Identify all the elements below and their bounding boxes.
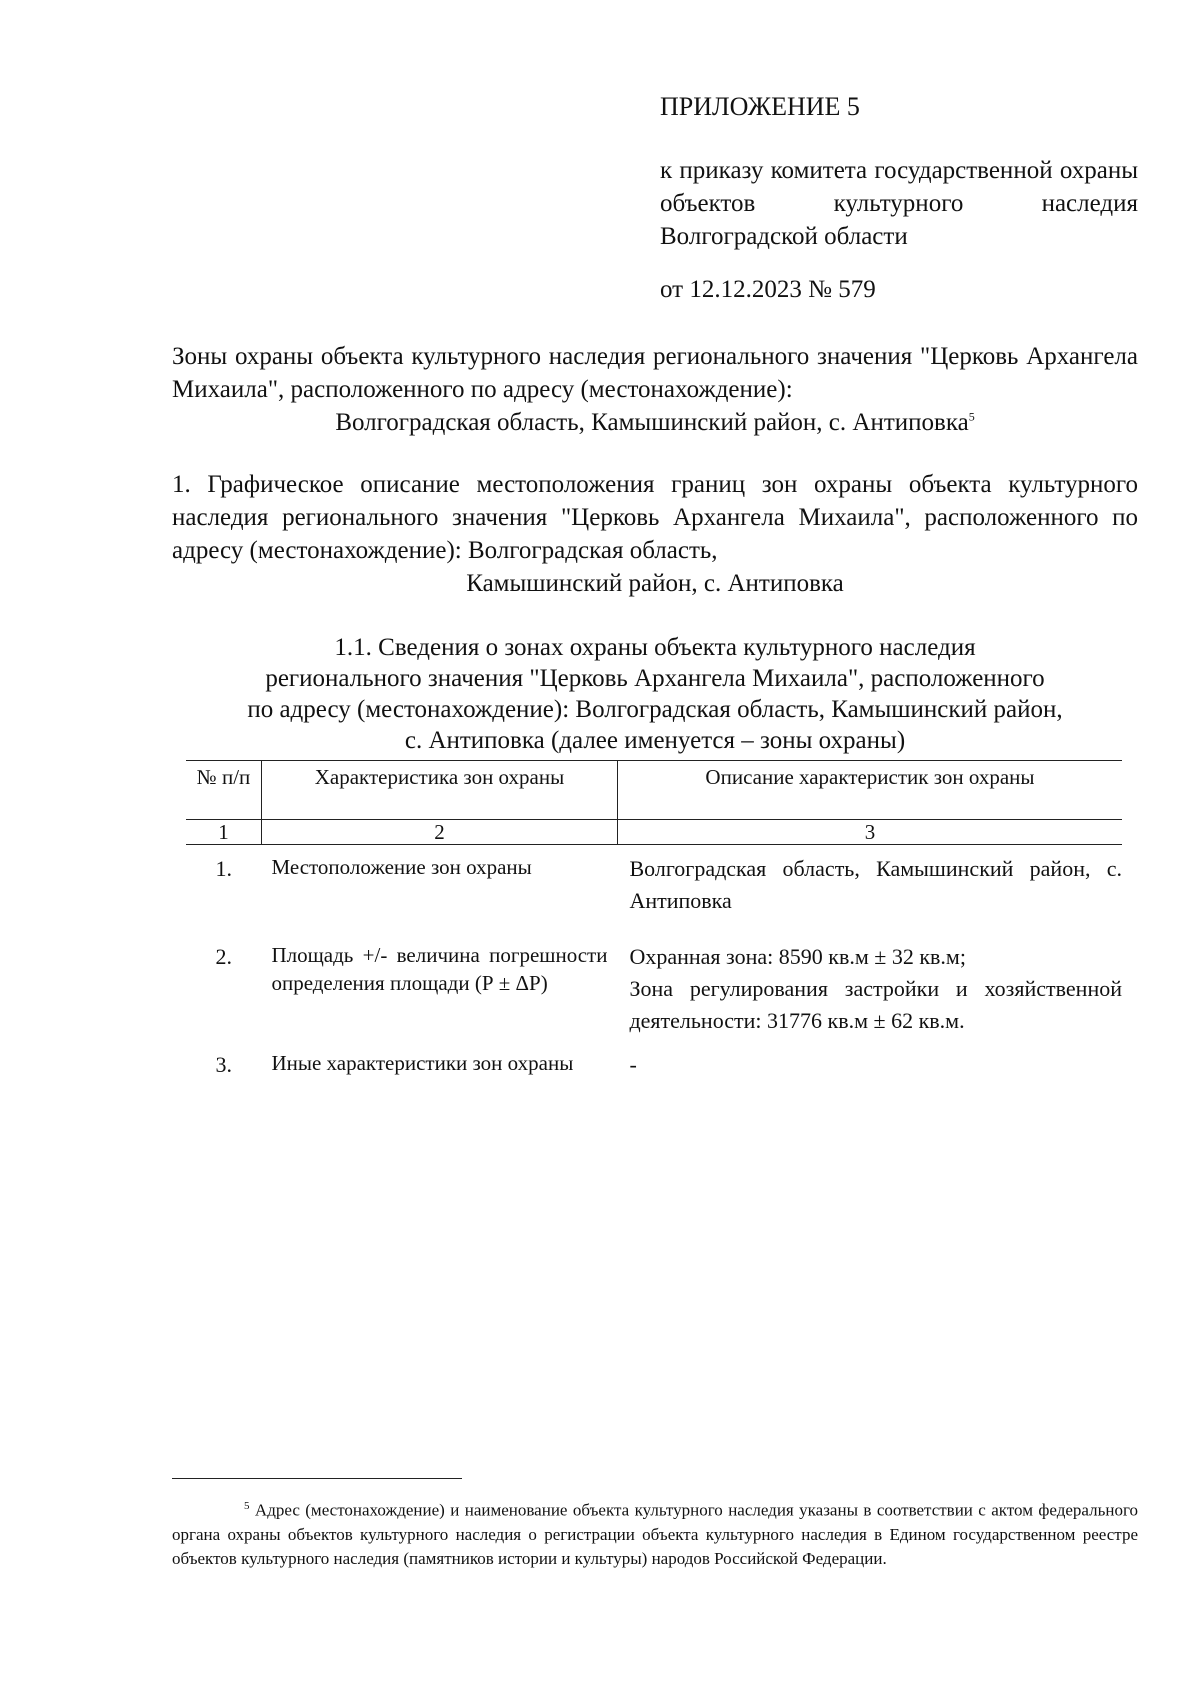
document-title-main: Зоны охраны объекта культурного наследия регионального значения "Церковь Архангела Михаила", расположенного по адресу (местонахождение): <box>172 343 1138 403</box>
row-number: 3. <box>215 1052 232 1077</box>
row-description-line-2: Зона регулирования застройки и хозяйственной деятельности: 31776 кв.м ± 62 кв.м. <box>629 976 1122 1033</box>
protection-zones-table <box>186 760 1122 1081</box>
row-characteristic: Местоположение зон охраны <box>271 855 532 879</box>
footnote-divider <box>172 1478 462 1479</box>
section-1-main: 1. Графическое описание местоположения границ зон охраны объекта культурного наследия регионального значения "Церковь Архангела Михаила", расположенного по адресу (местонахождение): Волгоградская область, <box>172 471 1138 564</box>
column-number-1: 1 <box>186 820 261 845</box>
document-title-address-text: Волгоградская область, Камышинский район, с. Антиповка <box>335 409 969 436</box>
row-number: 2. <box>215 944 232 969</box>
row-characteristic: Иные характеристики зон охраны <box>271 1051 574 1075</box>
subsection-line-3: по адресу (местонахождение): Волгоградская область, Камышинский район, <box>247 696 1063 723</box>
row-characteristic: Площадь +/- величина погрешности определения площади (Р ± ΔР) <box>271 943 608 995</box>
table-column-numbers-row <box>186 820 1122 845</box>
header-number: № п/п <box>186 761 261 820</box>
column-number-2: 2 <box>261 820 617 845</box>
subsection-line-4: с. Антиповка (далее именуется – зоны охраны) <box>404 727 906 754</box>
footnote <box>172 1494 1138 1571</box>
appendix-date: от 12.12.2023 № 579 <box>660 276 876 303</box>
row-description <box>617 927 1122 1039</box>
appendix-title: ПРИЛОЖЕНИЕ 5 <box>660 92 860 121</box>
subsection-line-1: 1.1. Сведения о зонах охраны объекта культурного наследия <box>334 634 976 661</box>
subsection-line-2: регионального значения "Церковь Архангела Михаила", расположенного <box>265 665 1045 692</box>
footnote-reference: 5 <box>968 409 975 424</box>
row-description: Волгоградская область, Камышинский район, с. Антиповка <box>629 856 1122 913</box>
table-header-row <box>186 761 1122 820</box>
table-row <box>186 927 1122 1039</box>
footnote-text: Адрес (местонахождение) и наименование объекта культурного наследия указаны в соответствии с актом федерального органа охраны объектов культурного наследия о регистрации объекта культурного наследия в Едином государственном реестре объектов культурного наследия (памятников истории и культуры) народов Российской Федерации. <box>172 1500 1138 1568</box>
footnote-mark: 5 <box>244 1500 250 1512</box>
subsection-1-1-heading <box>172 632 1138 756</box>
row-number: 1. <box>215 856 232 881</box>
header-description: Описание характеристик зон охраны <box>617 761 1122 820</box>
section-1-last-line: Камышинский район, с. Антиповка <box>466 570 844 597</box>
column-number-3: 3 <box>617 820 1122 845</box>
section-1-heading <box>172 468 1138 600</box>
empty-value-dash: - <box>629 1052 637 1077</box>
row-description <box>617 1039 1122 1081</box>
document-title <box>172 340 1138 439</box>
row-description-line-1: Охранная зона: 8590 кв.м ± 32 кв.м; <box>629 944 966 969</box>
table-row <box>186 1039 1122 1081</box>
appendix-reference: к приказу комитета государственной охраны объектов культурного наследия Волгоградской области <box>660 157 1138 250</box>
document-title-address <box>172 406 1138 439</box>
table-row <box>186 845 1122 928</box>
header-characteristic: Характеристика зон охраны <box>261 761 617 820</box>
